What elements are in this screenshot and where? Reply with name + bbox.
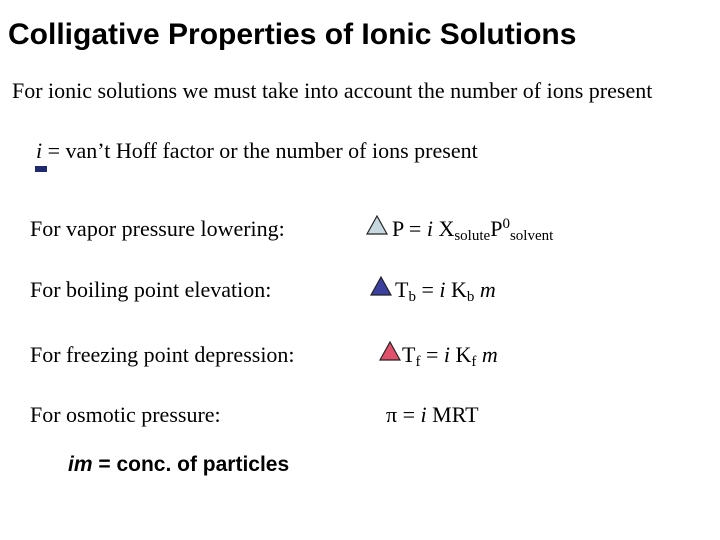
vapor-pressure-label: For vapor pressure lowering: — [30, 216, 285, 241]
vant-hoff-definition — [36, 138, 478, 164]
boiling-point-equation: $T_b = i$ $K_b$ m — [395, 277, 496, 305]
slide-title: Colligative Properties of Ionic Solutions — [8, 18, 577, 51]
delta-triangle-icon — [366, 215, 388, 235]
boiling-point-label: For boiling point elevation: — [30, 277, 272, 302]
vant-hoff-text: = van’t Hoff factor or the number of ions present — [47, 138, 478, 163]
bullet-dash-icon — [35, 166, 47, 172]
delta-triangle-icon — [379, 341, 401, 361]
freezing-point-equation: $T_f = i$ $K_f$ m — [402, 342, 498, 370]
vant-hoff-symbol: i — [36, 138, 43, 163]
particles-note: im = conc. of particles — [68, 453, 290, 476]
vapor-pressure-equation: P = i $X_{solute}P^0_{solvent}$ — [392, 216, 554, 244]
osmotic-pressure-equation: π = i MRT — [386, 402, 479, 427]
delta-triangle-icon — [370, 276, 392, 296]
freezing-point-label: For freezing point depression: — [30, 342, 295, 367]
intro-text: For ionic solutions we must take into account the number of ions present — [12, 78, 653, 103]
osmotic-pressure-label: For osmotic pressure: — [30, 402, 221, 427]
